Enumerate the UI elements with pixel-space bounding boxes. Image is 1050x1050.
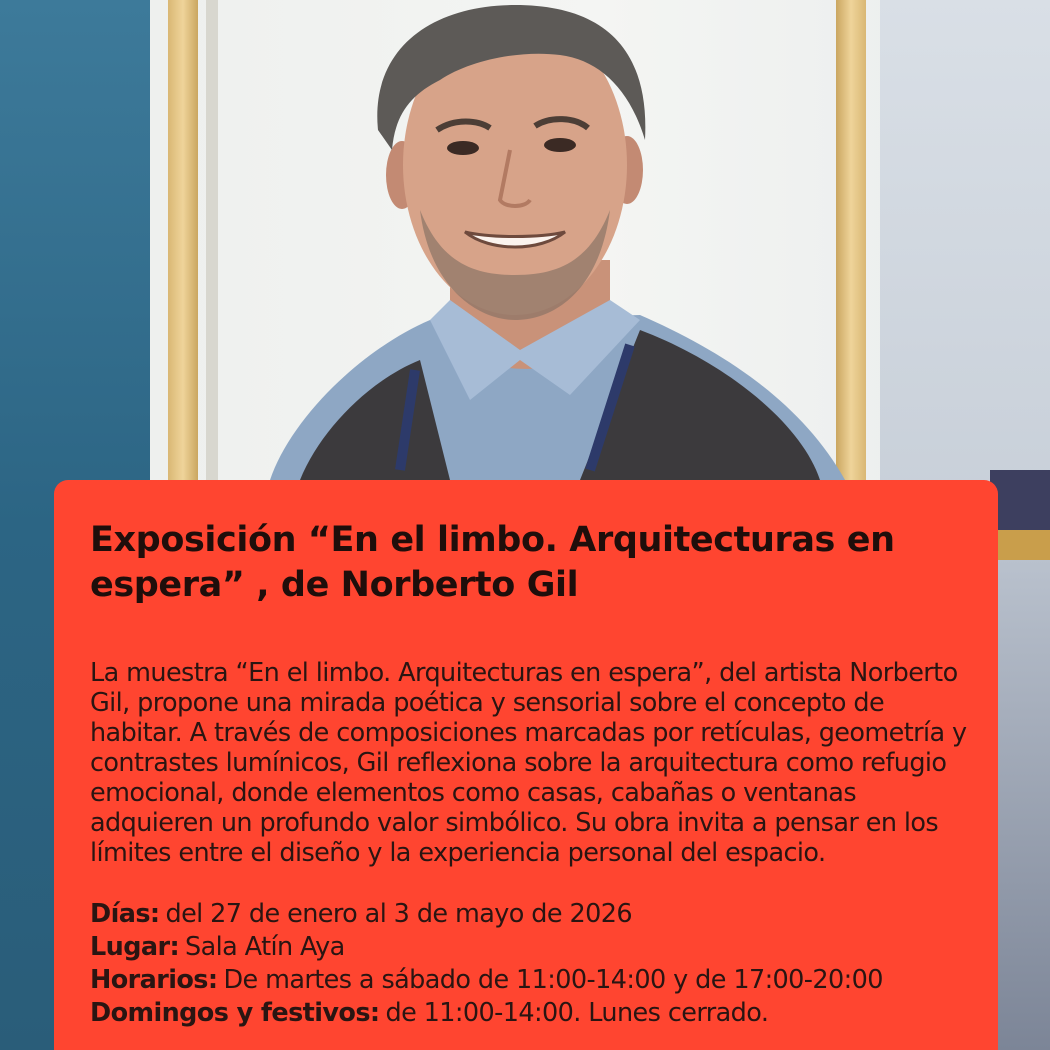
detail-sundays-value: de 11:00-14:00. Lunes cerrado. [385, 998, 769, 1028]
detail-place-value: Sala Atín Aya [185, 932, 345, 962]
detail-dates [90, 898, 962, 931]
event-details [90, 898, 962, 1030]
detail-dates-label: Días: [90, 899, 160, 929]
detail-hours-label: Horarios: [90, 965, 218, 995]
detail-sundays-label: Domingos y festivos: [90, 998, 380, 1028]
detail-place-label: Lugar: [90, 932, 180, 962]
event-title: Exposición “En el limbo. Arquitecturas en espera” , de Norberto Gil [90, 520, 895, 605]
event-info-card [54, 480, 998, 1050]
detail-hours-value: De martes a sábado de 11:00-14:00 y de 17:00-20:00 [223, 965, 883, 995]
detail-place [90, 931, 962, 964]
eye-left [447, 141, 479, 155]
detail-sundays [90, 997, 962, 1030]
detail-hours [90, 964, 962, 997]
eye-right [544, 138, 576, 152]
detail-dates-value: del 27 de enero al 3 de mayo de 2026 [165, 899, 632, 929]
event-description: La muestra “En el limbo. Arquitecturas en espera”, del artista Norberto Gil, propone una mirada poética y sensorial sobre el concepto de habitar. A través de composiciones marcadas por retículas, geometría y contrastes lumínicos, Gil reflexiona sobre la arquitectura como refugio emocional, donde elementos como casas, cabañas o ventanas adquieren un profundo valor simbólico. Su obra invita a pensar en los límites entre el diseño y la experiencia personal del espacio. [90, 658, 967, 868]
